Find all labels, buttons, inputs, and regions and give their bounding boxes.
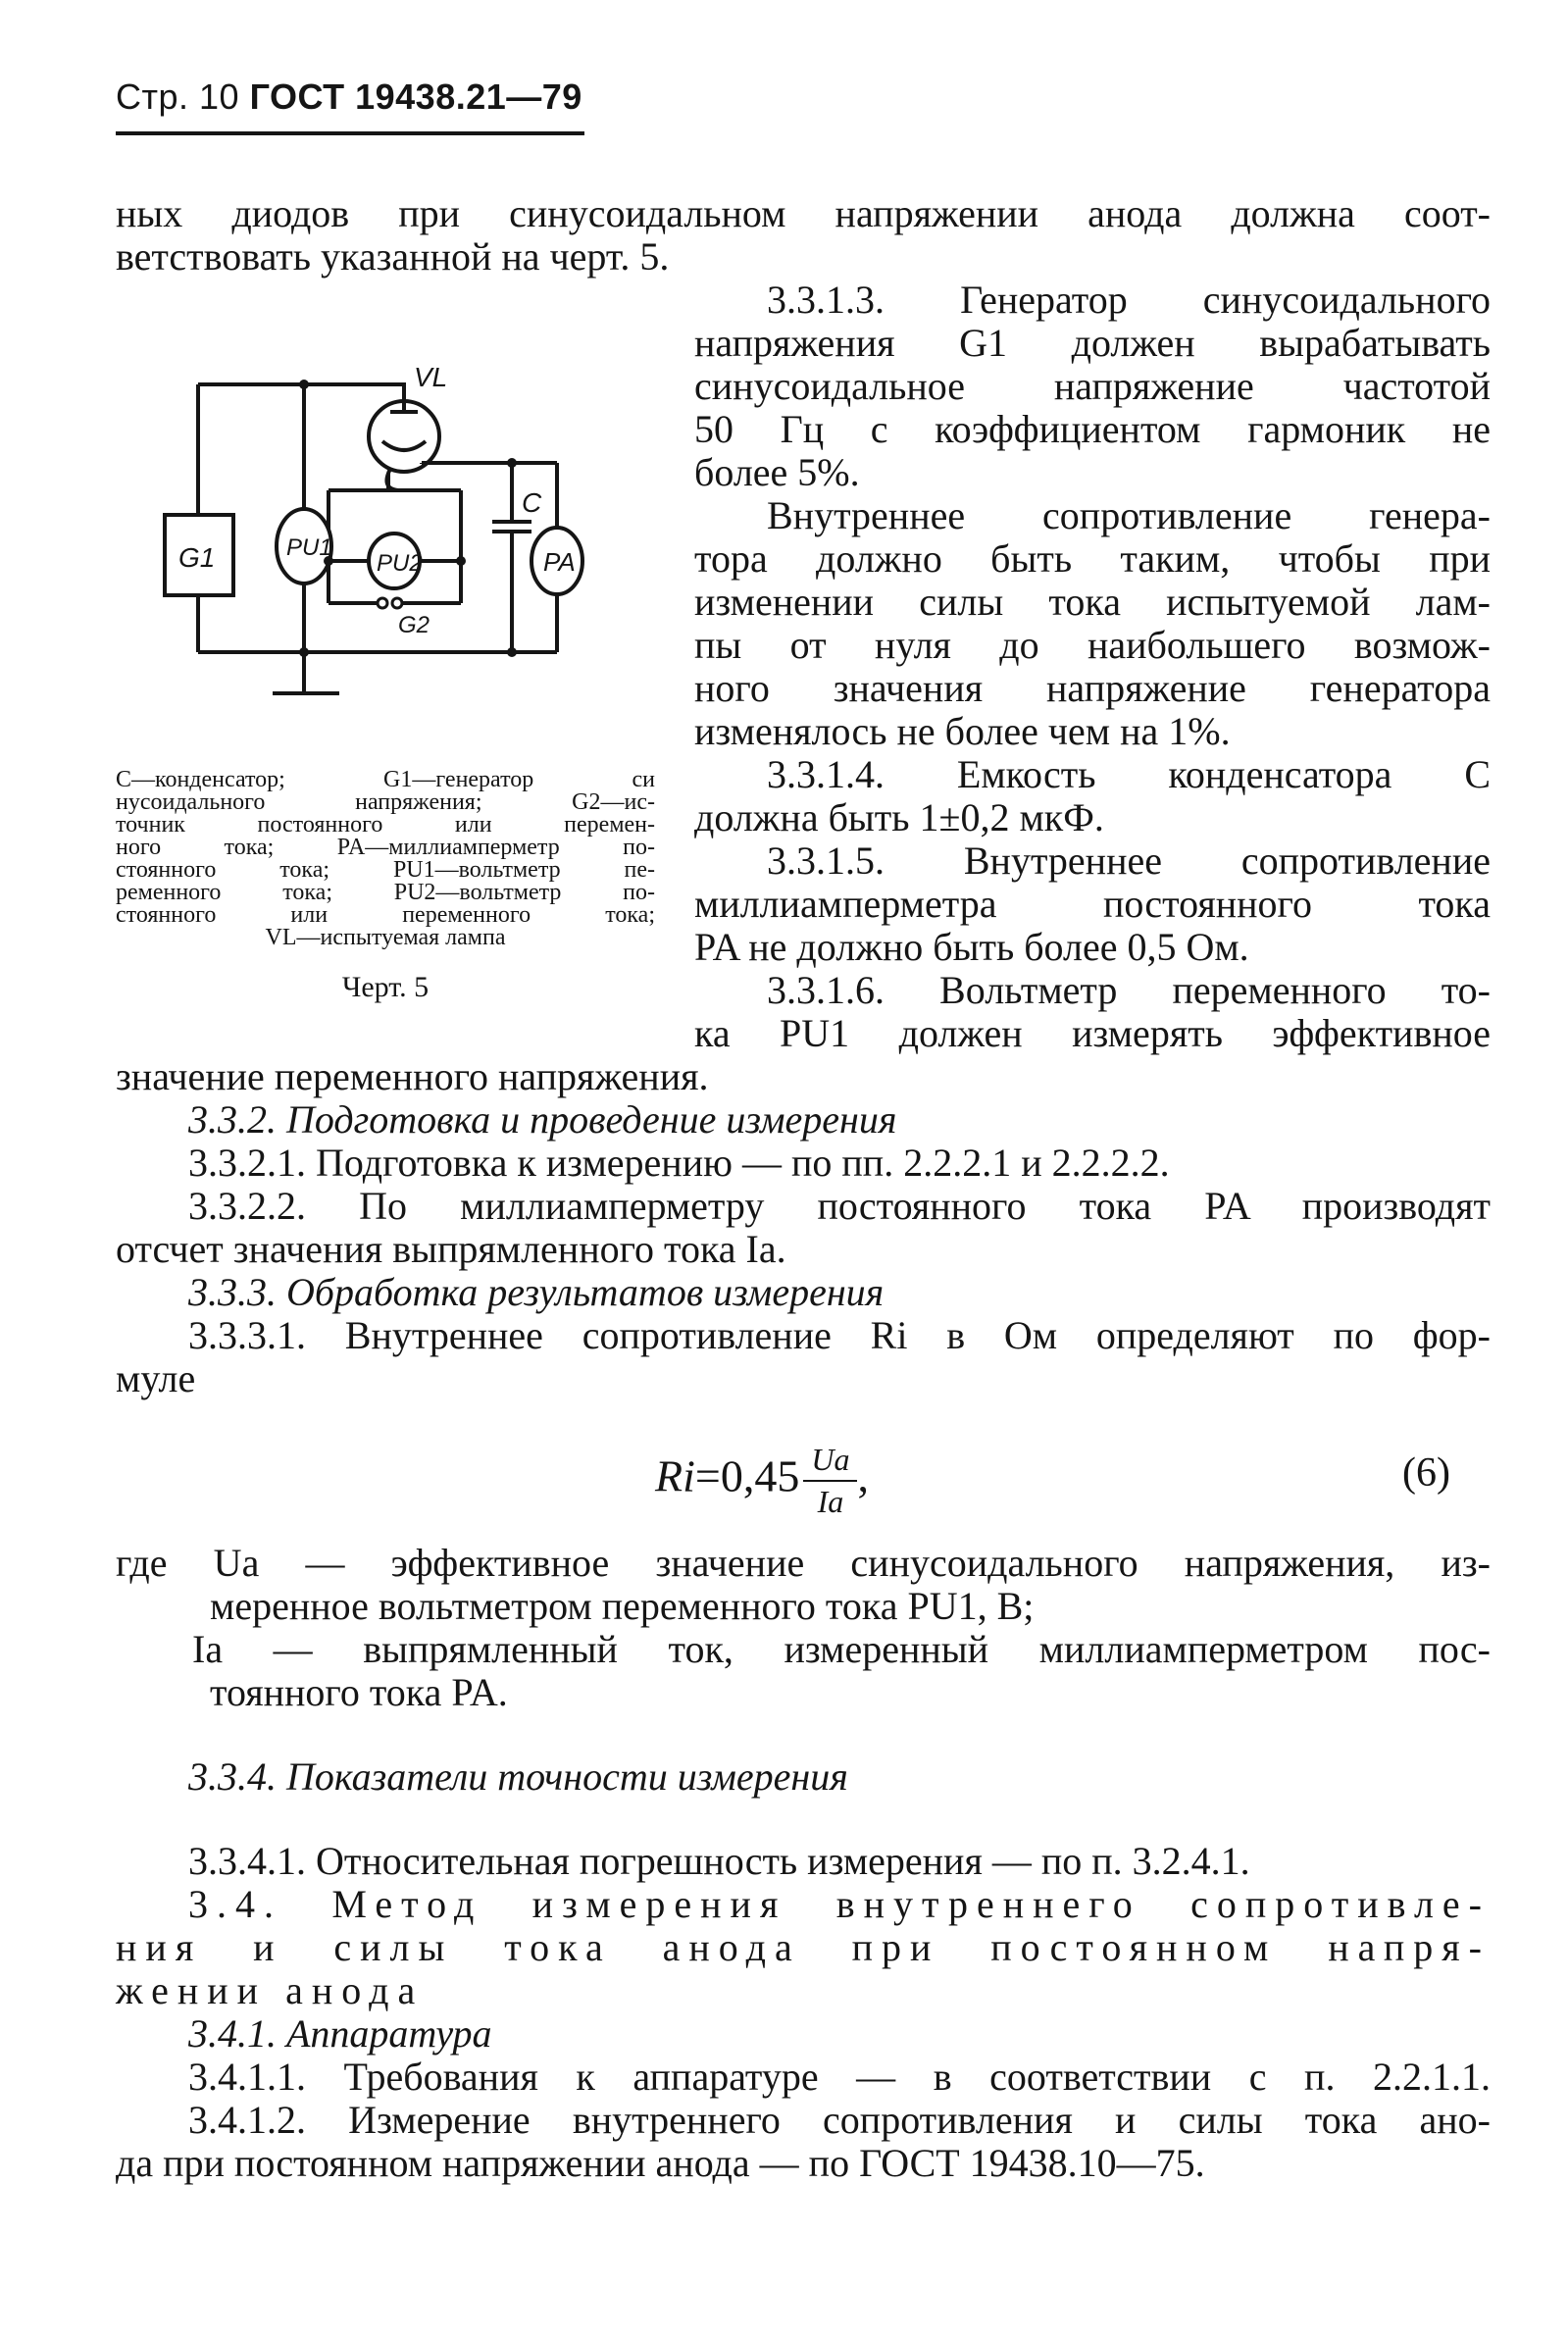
formula-coef: =0,45 bbox=[694, 1450, 800, 1501]
right-line: пы от нуля до наибольшего возмож- bbox=[694, 623, 1491, 667]
right-line: ка PU1 должен измерять эффективное bbox=[694, 1011, 1491, 1055]
para-3-3-1-3: 3.3.1.3. Генератор синусоидального bbox=[767, 278, 1491, 322]
label-pu2: PU2 bbox=[377, 550, 423, 577]
caption-line: стоянного тока; PU1—вольтметр пе- bbox=[116, 857, 655, 883]
page-header bbox=[116, 76, 582, 118]
intro-line: ветствовать указанной на черт. 5. bbox=[116, 234, 670, 279]
caption-line: стоянного или переменного тока; bbox=[116, 902, 655, 928]
doc-code: ГОСТ 19438.21—79 bbox=[249, 76, 582, 117]
formula-number: (6) bbox=[1402, 1450, 1450, 1496]
para-3-3-2-1: 3.3.2.1. Подготовка к измерению — по пп. 2.2.2.1 и 2.2.2.2. bbox=[188, 1141, 1170, 1185]
label-vl: VL bbox=[414, 362, 448, 392]
section-3-4-1: 3.4.1. Аппаратура bbox=[188, 2011, 492, 2056]
section-3-3-4: 3.3.4. Показатели точности измерения bbox=[188, 1754, 848, 1799]
para-3-3-3-1: 3.3.3.1. Внутреннее сопротивление Ri в Ом определяют по фор- bbox=[188, 1313, 1491, 1357]
para-3-3-1-6: 3.3.1.6. Вольтметр переменного то- bbox=[767, 968, 1491, 1012]
para-3-3-1-4: 3.3.1.4. Емкость конденсатора C bbox=[767, 752, 1491, 796]
right-line: изменялось не более чем на 1%. bbox=[694, 709, 1231, 753]
formula-lhs: Ri bbox=[655, 1450, 695, 1501]
where-line: Ia — выпрямленный ток, измеренный миллиамперметром пос- bbox=[192, 1627, 1491, 1671]
body-line: отсчет значения выпрямленного тока Ia. bbox=[116, 1227, 786, 1271]
section-3-3-2: 3.3.2. Подготовка и проведение измерения bbox=[188, 1097, 897, 1142]
para-3-3-4-1: 3.3.4.1. Относительная погрешность измерения — по п. 3.2.4.1. bbox=[188, 1839, 1250, 1883]
intro-line: ных диодов при синусоидальном напряжении анода должна соот- bbox=[116, 191, 1491, 235]
para-3-3-1-5: 3.3.1.5. Внутреннее сопротивление bbox=[767, 838, 1491, 883]
right-line: напряжения G1 должен вырабатывать bbox=[694, 321, 1491, 365]
label-c: C bbox=[522, 487, 542, 518]
caption-line: C—конденсатор; G1—генератор си bbox=[116, 767, 655, 792]
page-label: Стр. 10 bbox=[116, 76, 240, 117]
body-line: да при постоянном напряжении анода — по ГОСТ 19438.10—75. bbox=[116, 2141, 1205, 2185]
formula-tail: , bbox=[857, 1450, 869, 1501]
header-rule bbox=[116, 131, 584, 135]
para-3-4-1-1: 3.4.1.1. Требования к аппаратуре — в соответствии с п. 2.2.1.1. bbox=[188, 2055, 1491, 2099]
right-line: синусоидальное напряжение частотой bbox=[694, 364, 1491, 408]
right-line: Внутреннее сопротивление генера- bbox=[767, 493, 1491, 537]
formula-6 bbox=[655, 1442, 869, 1520]
label-g2: G2 bbox=[398, 612, 430, 638]
right-line: должна быть 1±0,2 мкФ. bbox=[694, 795, 1104, 839]
formula-numerator: Ua bbox=[803, 1442, 857, 1482]
label-pa: PA bbox=[543, 547, 576, 577]
figure-label: Черт. 5 bbox=[341, 971, 430, 1003]
body-line: муле bbox=[116, 1356, 196, 1400]
where-line: тоянного тока PA. bbox=[210, 1670, 508, 1714]
caption-line: ного тока; PA—миллиамперметр по- bbox=[116, 835, 655, 860]
section-3-4-line: жении анода bbox=[116, 1968, 425, 2012]
right-line: ного значения напряжение генератора bbox=[694, 666, 1491, 710]
section-3-3-3: 3.3.3. Обработка результатов измерения bbox=[188, 1270, 885, 1314]
body-line: значение переменного напряжения. bbox=[116, 1054, 709, 1098]
where-line: меренное вольтметром переменного тока PU1, В; bbox=[210, 1584, 1035, 1628]
right-line: тора должно быть таким, чтобы при bbox=[694, 536, 1491, 581]
section-3-4: 3.4. Метод измерения внутреннего сопротивле- bbox=[188, 1882, 1491, 1926]
right-line: миллиамперметра постоянного тока bbox=[694, 882, 1491, 926]
para-3-3-2-2: 3.3.2.2. По миллиамперметру постоянного тока PA производят bbox=[188, 1184, 1491, 1228]
formula-denominator: Ia bbox=[817, 1484, 844, 1519]
right-line: более 5%. bbox=[694, 450, 860, 494]
right-line: 50 Гц с коэффициентом гармоник не bbox=[694, 407, 1491, 451]
right-line: изменении силы тока испытуемой лам- bbox=[694, 580, 1491, 624]
caption-line: точник постоянного или перемен- bbox=[116, 812, 655, 838]
where-line: где Ua — эффективное значение синусоидального напряжения, из- bbox=[116, 1541, 1491, 1585]
caption-line: ременного тока; PU2—вольтметр по- bbox=[116, 880, 655, 905]
circuit-diagram bbox=[137, 353, 637, 726]
right-line: PA не должно быть более 0,5 Ом. bbox=[694, 925, 1249, 969]
caption-line: VL—испытуемая лампа bbox=[265, 925, 506, 950]
section-3-4-line: ния и силы тока анода при постоянном напря- bbox=[116, 1925, 1491, 1969]
label-pu1: PU1 bbox=[286, 534, 332, 561]
label-g1: G1 bbox=[178, 542, 216, 573]
formula-fraction bbox=[803, 1442, 857, 1520]
para-3-4-1-2: 3.4.1.2. Измерение внутреннего сопротивления и силы тока ано- bbox=[188, 2098, 1491, 2142]
caption-line: нусоидального напряжения; G2—ис- bbox=[116, 789, 655, 815]
